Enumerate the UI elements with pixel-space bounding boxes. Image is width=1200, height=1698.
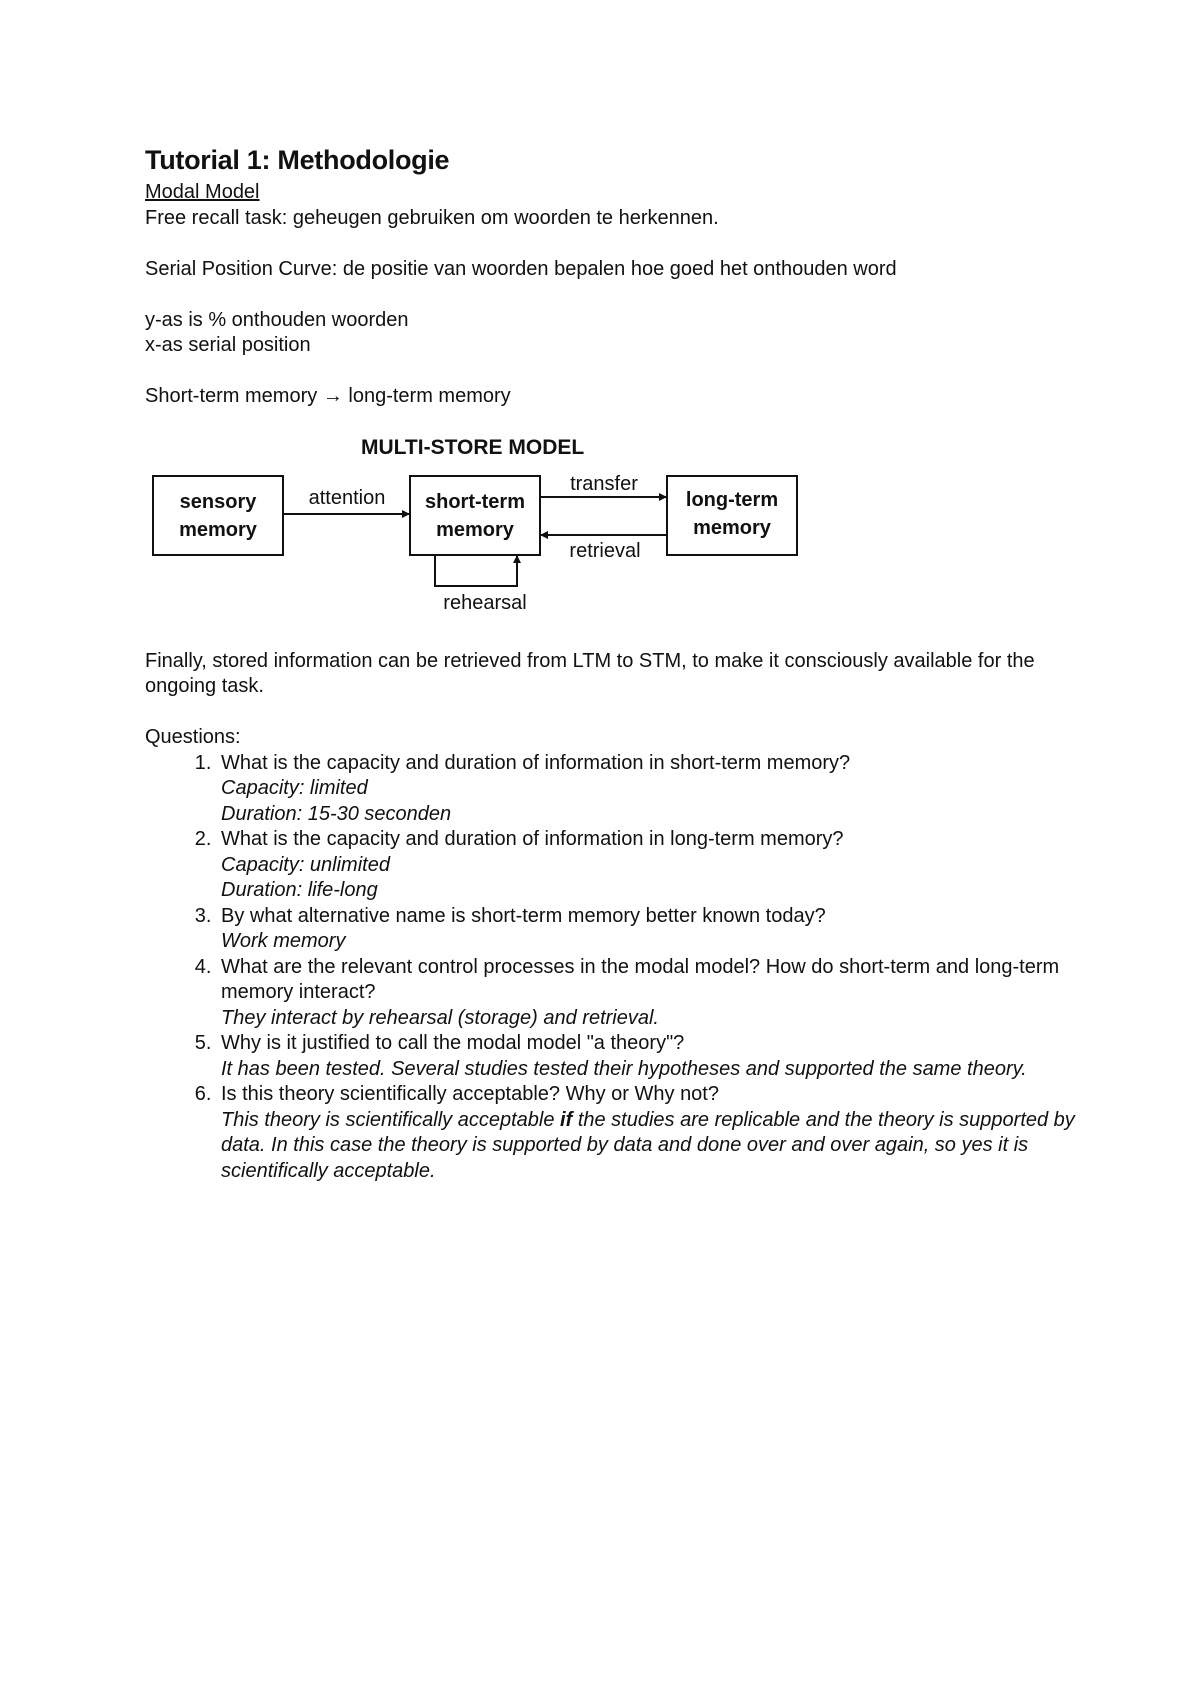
- answer-text: Capacity: limited: [221, 777, 368, 799]
- question-item: [217, 955, 1085, 1032]
- rehearsal-label: rehearsal: [443, 591, 527, 614]
- rehearsal-loop-arrow: [435, 556, 517, 586]
- multi-store-diagram: [145, 426, 805, 621]
- answer-emphasis: if: [560, 1108, 573, 1131]
- question-item: [217, 827, 1085, 904]
- right-arrow-icon: →: [322, 385, 343, 407]
- answer-text: [221, 1108, 1081, 1185]
- question-text: 4. What are the relevant control processes in the modal model? How do short-term and long-term memory interact?: [221, 955, 1060, 1003]
- question-item: [217, 1082, 1085, 1184]
- answer-text: Duration: life-long: [221, 879, 378, 901]
- question-text: 6. Is this theory scientifically acceptable? Why or Why not?: [221, 1083, 719, 1105]
- question-text: 5. Why is it justified to call the modal model "a theory"?: [221, 1032, 685, 1054]
- question-item: [217, 904, 1085, 955]
- short-line1: short-term: [424, 490, 526, 513]
- answer-text: Duration: 15-30 seconden: [221, 802, 452, 825]
- question-text: 3. By what alternative name is short-term memory better known today?: [221, 904, 826, 927]
- attention-label: attention: [308, 486, 386, 509]
- long-line2: memory: [693, 516, 771, 539]
- free-recall-line: Free recall task: geheugen gebruiken om woorden te herkennen.: [145, 206, 719, 229]
- ltm-label: long-term memory: [348, 385, 511, 407]
- retrieval-label: retrieval: [569, 539, 641, 562]
- sensory-memory-box: [153, 476, 283, 555]
- questions-label: Questions:: [145, 726, 241, 748]
- page-title: Tutorial 1: Methodologie: [145, 145, 450, 175]
- diagram-title: MULTI-STORE MODEL: [361, 435, 585, 459]
- answer-text: Work memory: [221, 930, 346, 952]
- long-term-memory-box: [667, 476, 797, 555]
- section-heading: Modal Model: [145, 181, 260, 203]
- sensory-line2: memory: [179, 518, 257, 541]
- question-text: 2. What is the capacity and duration of information in long-term memory?: [221, 828, 844, 850]
- transfer-label: transfer: [570, 472, 638, 495]
- short-term-memory-box: [410, 476, 540, 555]
- answer-part: the studies are replicable and the theory is supported by data. In this case the theory is supported by data and done over and over again, so yes it is scientifically acceptable.: [221, 1108, 1075, 1182]
- question-item: [217, 1031, 1085, 1082]
- serial-position-line: Serial Position Curve: de positie van woorden bepalen hoe goed het onthouden word: [145, 257, 897, 280]
- stm-ltm-line: [145, 384, 1085, 410]
- document-page: [145, 140, 1085, 1184]
- long-line1: long-term: [685, 488, 779, 511]
- questions-list: [145, 751, 1085, 1185]
- short-line2: memory: [436, 518, 514, 541]
- summary-paragraph: Finally, stored information can be retrieved from LTM to STM, to make it consciously available for the ongoing task.: [145, 649, 1035, 697]
- answer-text: Capacity: unlimited: [221, 853, 390, 876]
- question-item: [217, 751, 1085, 828]
- x-axis-line: x-as serial position: [145, 334, 311, 356]
- stm-label: Short-term memory: [145, 385, 318, 407]
- question-text: 1. What is the capacity and duration of information in short-term memory?: [221, 751, 851, 774]
- answer-text: It has been tested. Several studies tested their hypotheses and supported the same theory.: [221, 1057, 1027, 1080]
- answer-text: They interact by rehearsal (storage) and retrieval.: [221, 1006, 659, 1029]
- sensory-line1: sensory: [179, 490, 257, 513]
- y-axis-line: y-as is % onthouden woorden: [145, 308, 409, 331]
- answer-part: This theory is scientifically acceptable: [221, 1108, 561, 1131]
